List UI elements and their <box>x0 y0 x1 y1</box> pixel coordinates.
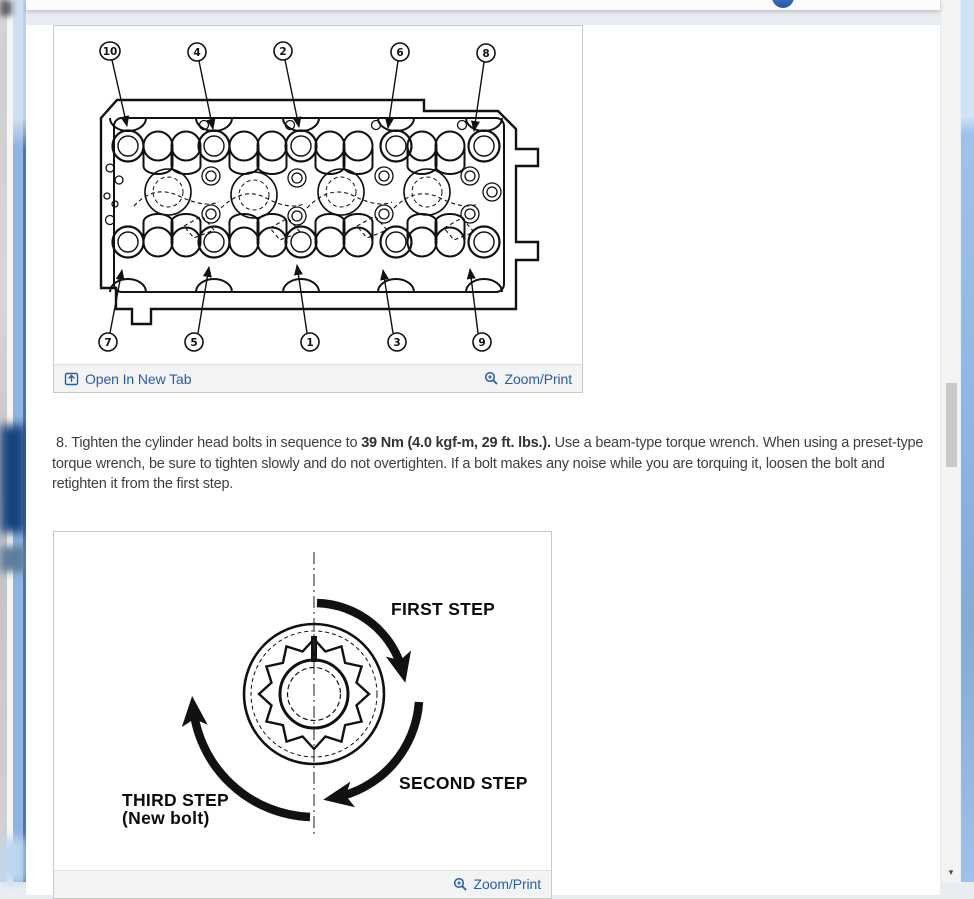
background-blur-blob <box>0 838 26 882</box>
cylinder-head-diagram <box>54 26 582 364</box>
callout-7 <box>99 333 117 351</box>
figure-torque-steps <box>53 531 552 899</box>
head-bolts <box>110 118 502 292</box>
svg-text:7: 7 <box>104 337 112 349</box>
right-blue-strip <box>960 0 974 882</box>
svg-text:3: 3 <box>393 337 401 349</box>
callout-10 <box>100 42 120 60</box>
open-in-new-tab-icon <box>64 371 79 386</box>
article-panel <box>26 25 940 895</box>
svg-text:THIRD STEP: THIRD STEP <box>122 789 230 810</box>
figure1-footer <box>54 364 582 392</box>
step-labels <box>122 599 528 828</box>
background-corner-shade <box>0 0 12 16</box>
svg-text:(New bolt): (New bolt) <box>122 807 210 828</box>
svg-text:FIRST STEP: FIRST STEP <box>391 598 496 619</box>
callout-9 <box>473 333 491 351</box>
content-column <box>26 0 940 893</box>
callout-3 <box>388 333 406 351</box>
scrollbar-down-arrow[interactable]: ▾ <box>948 867 954 877</box>
callout-2 <box>274 42 292 60</box>
background-blur-blob <box>0 546 26 572</box>
callout-8 <box>477 44 495 62</box>
torque-steps-diagram <box>54 532 551 870</box>
previous-section-edge <box>26 0 940 10</box>
svg-text:8: 8 <box>482 48 490 60</box>
torque-spec: 39 Nm (4.0 kgf-m, 29 ft. lbs.). <box>361 435 551 451</box>
zoom-print-label: Zoom/Print <box>504 370 572 387</box>
callout-6 <box>391 43 409 61</box>
vertical-scrollbar[interactable] <box>940 0 960 882</box>
svg-text:9: 9 <box>478 337 486 349</box>
svg-text:SECOND STEP: SECOND STEP <box>399 772 528 793</box>
open-in-new-tab-label: Open In New Tab <box>85 370 192 387</box>
instruction-prefix: 8. Tighten the cylinder head bolts in sequence to <box>56 435 362 451</box>
open-in-new-tab-link[interactable] <box>64 371 191 387</box>
callout-4 <box>188 43 206 61</box>
head-detail-art <box>104 121 501 241</box>
callout-5 <box>185 333 203 351</box>
svg-text:2: 2 <box>279 46 287 58</box>
svg-text:4: 4 <box>193 47 201 59</box>
valve-bores-top <box>144 132 465 175</box>
svg-text:10: 10 <box>102 46 118 58</box>
background-blur-blob <box>0 425 26 533</box>
zoom-plus-icon <box>484 371 499 386</box>
zoom-print-link[interactable] <box>484 371 572 387</box>
figure2-footer <box>54 870 551 898</box>
svg-text:1: 1 <box>306 337 314 349</box>
figure-bolt-sequence <box>53 25 583 393</box>
callout-1 <box>301 333 319 351</box>
svg-text:5: 5 <box>190 337 198 349</box>
zoom-print-label: Zoom/Print <box>473 876 541 893</box>
svg-text:6: 6 <box>396 47 404 59</box>
zoom-print-link[interactable] <box>453 876 541 892</box>
step-8-instruction <box>26 433 936 495</box>
sequence-callouts <box>99 42 495 351</box>
zoom-plus-icon <box>453 877 468 892</box>
step-arrows <box>193 603 419 817</box>
scrollbar-thumb[interactable] <box>946 383 957 467</box>
instruction-suffix: Use a beam-type torque wrench. When using a preset-type torque wrench, be sure to tighten slowly and do not overtighten. If a bolt makes any noise while you are torquing it, loosen the bolt and retighten it from the first step. <box>52 435 924 493</box>
clipped-zoom-icon <box>772 0 794 8</box>
